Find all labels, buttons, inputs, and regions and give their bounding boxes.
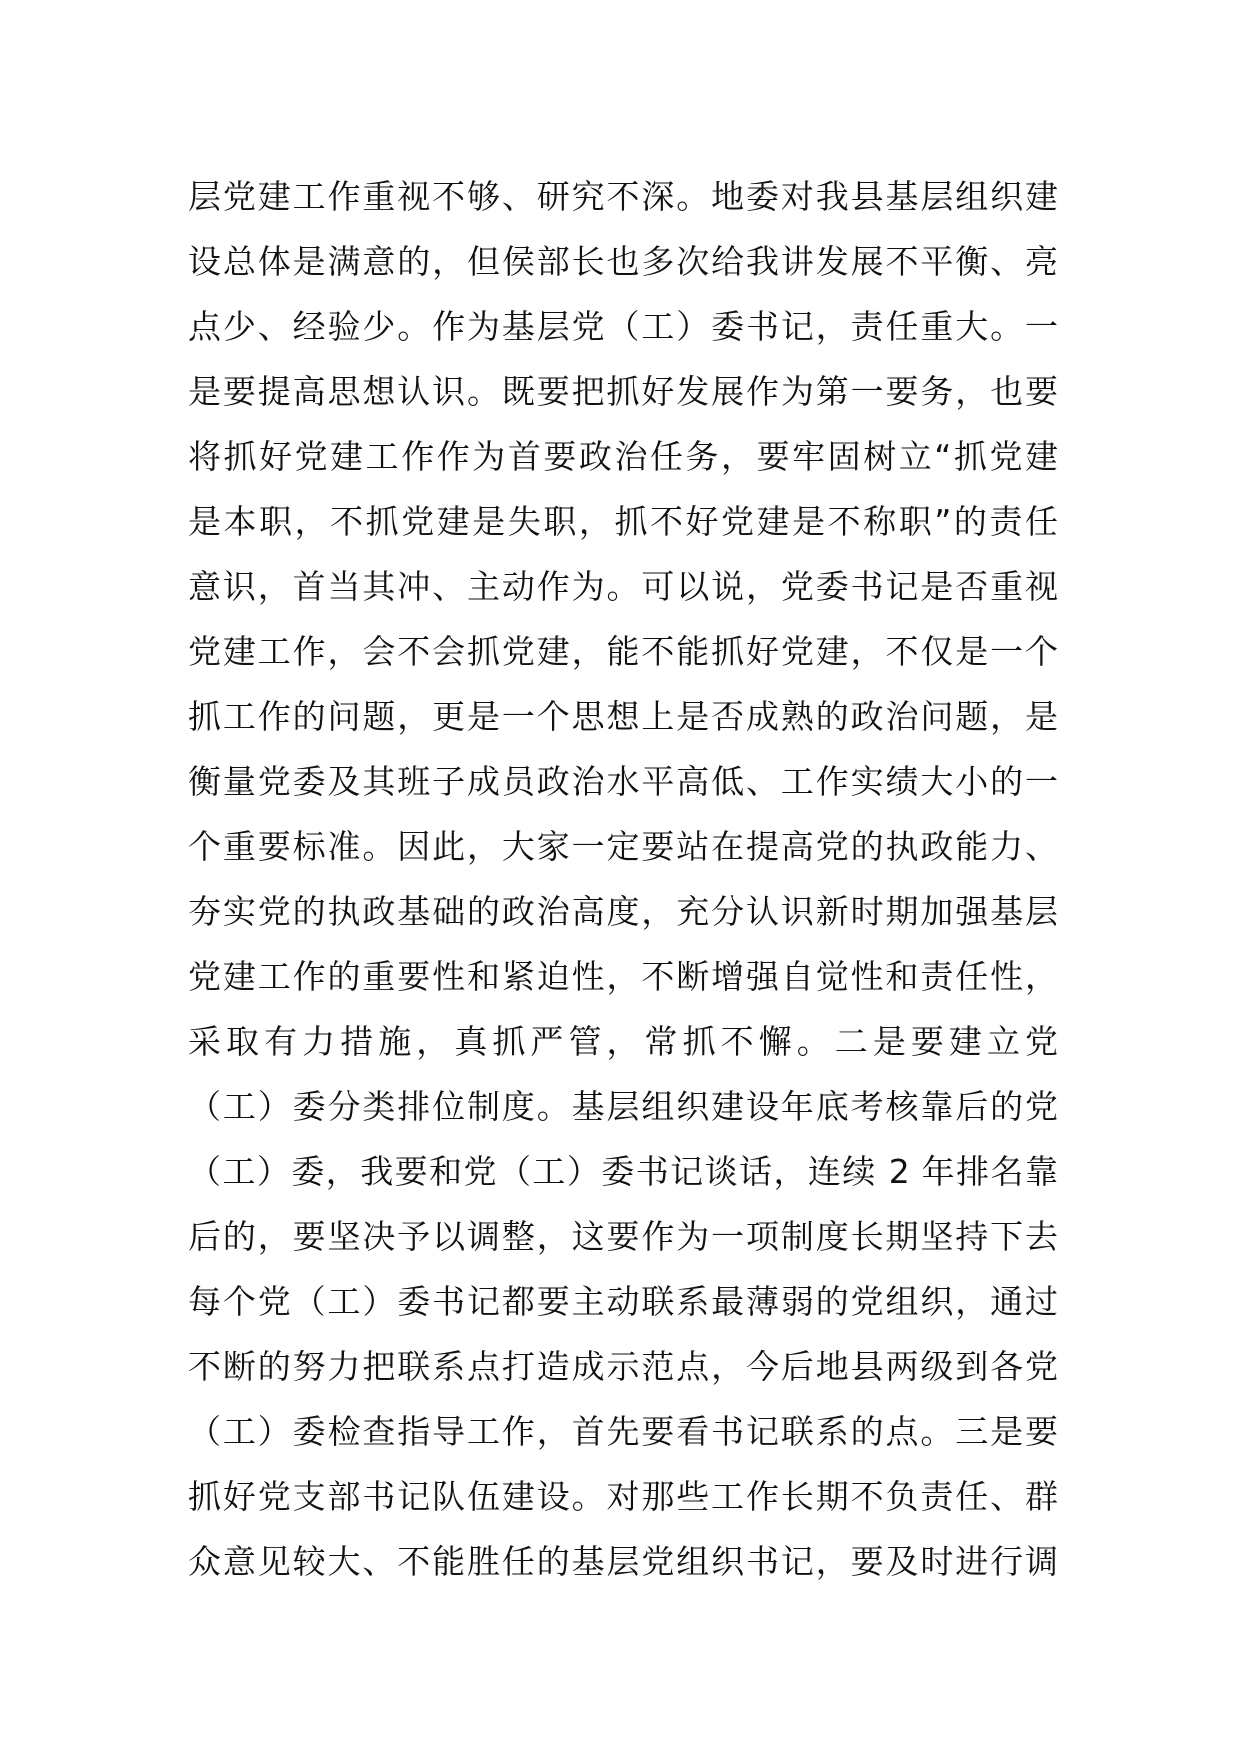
text-line: （工）委，我要和党（工）委书记谈话，连续 2 年排名靠 xyxy=(188,1152,1058,1191)
text-line: 采取有力措施，真抓严管，常抓不懈。二是要建立党 xyxy=(188,1022,1058,1061)
text-line: 抓工作的问题，更是一个思想上是否成熟的政治问题，是 xyxy=(188,697,1058,736)
body-text xyxy=(188,164,1058,1594)
text-line: 意识，首当其冲、主动作为。可以说，党委书记是否重视 xyxy=(188,567,1058,606)
text-line: 将抓好党建工作作为首要政治任务，要牢固树立“抓党建 xyxy=(188,437,1058,476)
text-line: 抓好党支部书记队伍建设。对那些工作长期不负责任、群 xyxy=(188,1477,1058,1516)
text-line: 是要提高思想认识。既要把抓好发展作为第一要务，也要 xyxy=(188,372,1058,411)
text-line: 个重要标准。因此，大家一定要站在提高党的执政能力、 xyxy=(188,827,1058,866)
text-line: 不断的努力把联系点打造成示范点，今后地县两级到各党 xyxy=(188,1347,1058,1386)
text-line: （工）委检查指导工作，首先要看书记联系的点。三是要 xyxy=(188,1412,1058,1451)
text-line: 众意见较大、不能胜任的基层党组织书记，要及时进行调 xyxy=(188,1542,1058,1581)
text-line: 每个党（工）委书记都要主动联系最薄弱的党组织，通过 xyxy=(188,1282,1058,1321)
text-line: 点少、经验少。作为基层党（工）委书记，责任重大。一 xyxy=(188,307,1058,346)
text-line: 党建工作，会不会抓党建，能不能抓好党建，不仅是一个 xyxy=(188,632,1058,671)
text-line: 党建工作的重要性和紧迫性，不断增强自觉性和责任性， xyxy=(188,957,1058,996)
text-line: 衡量党委及其班子成员政治水平高低、工作实绩大小的一 xyxy=(188,762,1058,801)
text-line: 层党建工作重视不够、研究不深。地委对我县基层组织建 xyxy=(188,177,1058,216)
text-line: 是本职，不抓党建是失职，抓不好党建是不称职”的责任 xyxy=(188,502,1058,541)
text-line: 设总体是满意的，但侯部长也多次给我讲发展不平衡、亮 xyxy=(188,242,1058,281)
text-line: （工）委分类排位制度。基层组织建设年底考核靠后的党 xyxy=(188,1087,1058,1126)
text-line: 夯实党的执政基础的政治高度，充分认识新时期加强基层 xyxy=(188,892,1058,931)
text-line: 后的，要坚决予以调整，这要作为一项制度长期坚持下去 xyxy=(188,1217,1058,1256)
